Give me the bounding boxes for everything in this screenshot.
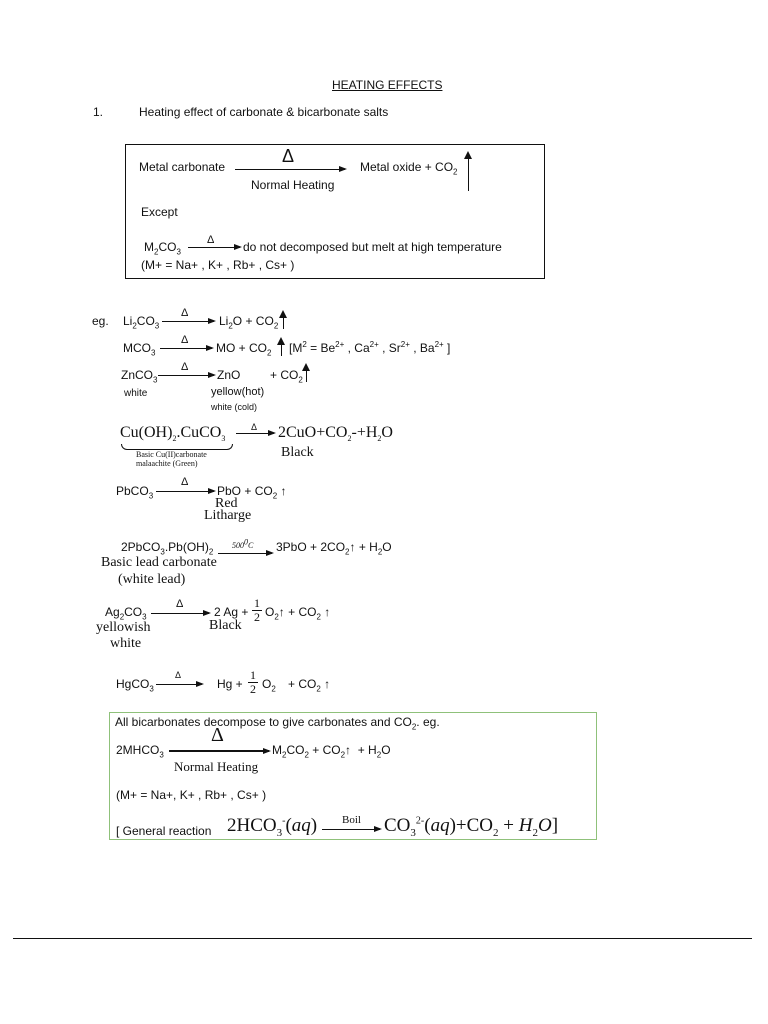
cu-product: $2CuO+CO_2-+H_2O$ [278,424,393,444]
hg-arrow [156,684,202,685]
ag-half-fraction: 1 2 [254,596,260,624]
box1-m2co3-delta: Δ [207,234,215,246]
cu-label-2: malaachite (Green) [136,459,198,468]
pb-red: Red [215,496,238,511]
zn-product-a: ZnO [217,368,241,382]
hg-product-b: $O_2$ [262,677,276,694]
pb-arrow [156,491,214,492]
box2-general-left: $2HCO_3^-(aq)$ [227,815,318,839]
cu-label-1: Basic Cu(II)carbonate [136,450,207,459]
ag-product-a: 2 Ag + [214,605,249,619]
li-up-arrow [283,312,284,329]
pb-delta: Δ [181,476,189,488]
li-product: $Li_2O + CO_2$ [219,314,279,331]
mco3-note: [$M^2 = Be^{2+}$ , $Ca^{2+}$ , $Sr^{2+}$ , $Ba^{2+}$ ] [289,340,451,355]
ag-arrow [151,613,209,614]
cu-black: Black [281,445,314,460]
basic-pb-product: $3PbO + 2CO_2↑ + H_2O$ [276,540,392,557]
box1-m2co3-arrow [188,247,240,248]
box2-condition: Normal Heating [174,759,259,774]
box2-general-arrow [322,829,380,830]
box1-up-arrow [468,153,469,191]
cu-delta: Δ [251,422,258,432]
basic-pb-name-1: Basic lead carbonate [101,555,217,570]
box2-heading: All bicarbonates decompose to give carbonates and $CO_2$. eg. [115,715,440,732]
zn-arrow [158,375,214,376]
zn-delta: Δ [181,361,189,373]
pb-reactant: PbCO$_3$ [116,484,154,501]
box1-condition: Normal Heating [251,178,335,192]
box1-except: Except [141,205,178,219]
box1-product: Metal oxide + $CO_2$ [360,160,458,177]
section-heading: Heating effect of carbonate & bicarbonate salts [139,105,389,119]
zn-yellow-hot: yellow(hot) [211,386,265,398]
pb-product: PbO + $CO_2$ ↑ [217,484,287,501]
cu-arrow [236,433,274,434]
hg-product-c: + $CO_2$ ↑ [288,677,331,694]
hg-product-a: Hg + [217,677,243,691]
mco3-reactant: $MCO_3$ [123,341,156,358]
box1-arrow [235,169,345,170]
page-divider [13,938,752,939]
basic-pb-arrow [218,553,272,554]
box1-ions-note: (M+ = Na+ , K+ , Rb+ , Cs+ ) [141,258,295,272]
basic-pb-name-2: (white lead) [118,572,186,587]
box2-delta: Δ [211,724,224,746]
box2-arrow [169,750,269,752]
li-reactant: $Li_2CO_3$ [123,314,160,331]
mco3-delta: Δ [181,334,189,346]
eg-label: eg. [92,314,109,328]
zn-reactant: ZnCO$_3$ [121,368,158,385]
zn-product-b: + $CO_2$ [270,368,303,385]
hg-half-fraction: 1 2 [250,668,256,696]
box1-reactant: Metal carbonate [139,160,226,174]
mco3-product: MO + $CO_2$ [216,341,272,358]
box2-ions-note: (M+ = Na+, K+ , Rb+ , Cs+ ) [116,788,267,802]
zn-up-arrow [306,365,307,382]
page-title: HEATING EFFECTS [332,78,443,92]
ag-black: Black [209,618,242,633]
pb-litharge: Litharge [204,508,252,523]
box1-m2co3-tail: do not decomposed but melt at high temperature [243,240,502,254]
ag-yellowish: yellowish [96,620,151,635]
hg-delta: Δ [175,670,182,680]
zn-white: white [124,388,148,399]
box2-general-right: $CO_3^{2-}(aq)+CO_2 + H_2O$] [384,815,559,839]
ag-white: white [110,636,142,651]
box1-m2co3: $M_2CO_3$ [144,240,181,257]
ag-delta: Δ [176,598,184,610]
box2-general-label: [ General reaction [116,824,212,838]
basic-pb-condition: $500^0C$ [232,537,254,550]
zn-white-cold: white (cold) [211,402,258,412]
mco3-arrow [160,348,212,349]
cu-reactant: $Cu(OH)_2.CuCO_3$ [120,424,226,444]
box2-product: $M_2CO_2$ + $CO_2↑ + H_2O$ [272,743,391,760]
mco3-up-arrow [281,339,282,356]
box2-boil: Boil [342,814,361,826]
basic-pb-reactant: $2PbCO_3.Pb(OH)_2$ [121,540,214,557]
li-delta: Δ [181,307,189,319]
ag-product-b: $O_2↑ + CO_2$ ↑ [265,605,331,622]
ag-reactant: $Ag_2CO_3$ [105,605,147,622]
box1-delta: Δ [282,146,295,166]
section-number: 1. [93,105,104,119]
hg-reactant: HgCO$_3$ [116,677,154,694]
li-arrow [162,321,214,322]
box2-reactant: $2MHCO_3$ [116,743,164,760]
